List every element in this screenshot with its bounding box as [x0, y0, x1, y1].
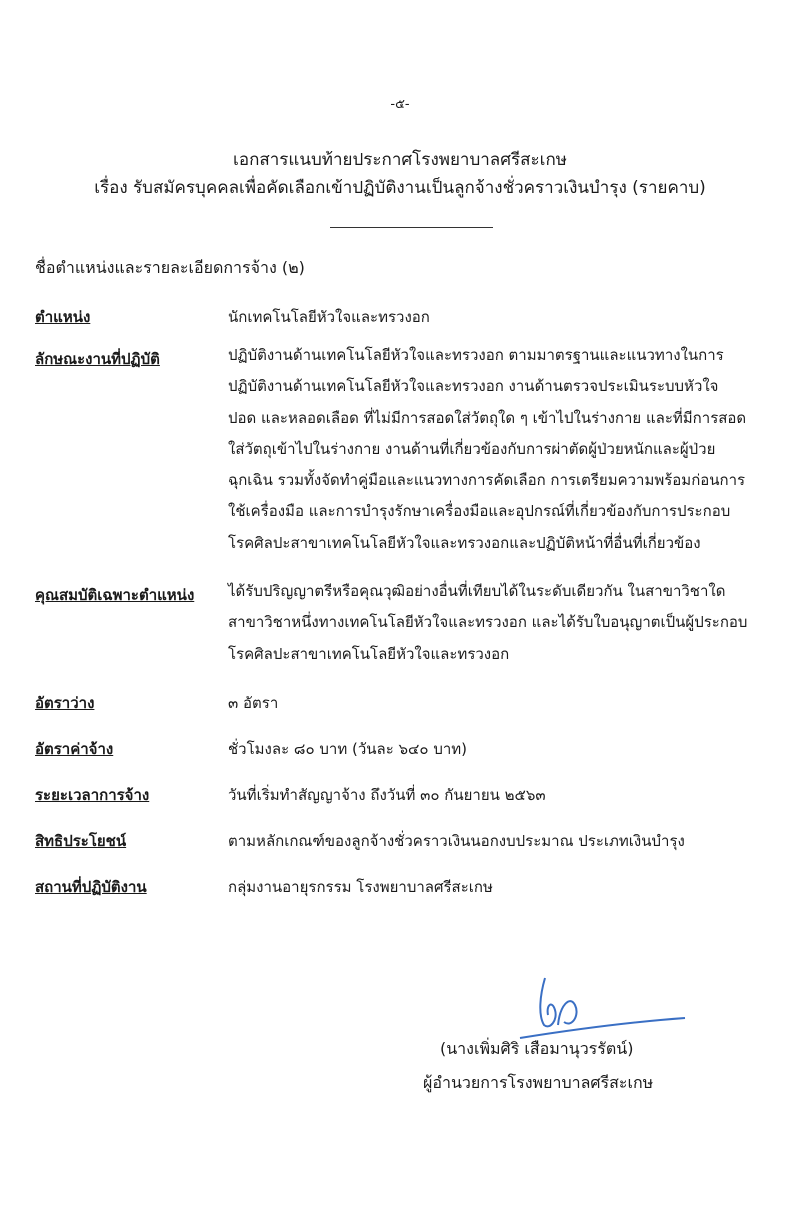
document-title: เอกสารแนบท้ายประกาศโรงพยาบาลศรีสะเกษ: [233, 150, 567, 170]
qualifications-line: โรคศิลปะสาขาเทคโนโลยีหัวใจและทรวงอก: [228, 644, 510, 663]
duties-label: ลักษณะงานที่ปฏิบัติ: [35, 350, 160, 368]
qualifications-text: [228, 576, 788, 670]
wage-label: อัตราค่าจ้าง: [35, 740, 114, 758]
qualifications-line: สาขาวิชาหนึ่งทางเทคโนโลยีหัวใจและทรวงอก และได้รับใบอนุญาตเป็นผู้ประกอบ: [228, 613, 748, 632]
wage-value: ชั่วโมงละ ๘๐ บาท (วันละ ๖๔๐ บาท): [228, 740, 468, 758]
section-heading: ชื่อตำแหน่งและรายละเอียดการจ้าง (๒): [35, 258, 305, 277]
duties-line: ใส่วัตถุเข้าไปในร่างกาย งานด้านที่เกี่ยวข้องกับการผ่าตัดผู้ป่วยหนักและผู้ป่วย: [228, 439, 716, 458]
document-subject: เรื่อง รับสมัครบุคคลเพื่อคัดเลือกเข้าปฏิบัติงานเป็นลูกจ้างชั่วคราวเงินบำรุง (รายคาบ): [94, 178, 706, 198]
period-label: ระยะเวลาการจ้าง: [35, 786, 150, 804]
position-value: นักเทคโนโลยีหัวใจและทรวงอก: [228, 308, 430, 326]
handwritten-signature: [500, 970, 690, 1040]
benefits-label: สิทธิประโยชน์: [35, 832, 127, 850]
vacancies-label: อัตราว่าง: [35, 694, 95, 712]
signatory-title: ผู้อำนวยการโรงพยาบาลศรีสะเกษ: [423, 1073, 654, 1092]
vacancies-value: ๓ อัตรา: [228, 694, 279, 712]
signatory-name: (นางเพิ่มศิริ เสือมานุวรรัตน์): [440, 1039, 634, 1058]
benefits-value: ตามหลักเกณฑ์ของลูกจ้างชั่วคราวเงินนอกงบประมาณ ประเภทเงินบำรุง: [228, 832, 685, 850]
duties-line: ฉุกเฉิน รวมทั้งจัดทำคู่มือและแนวทางการคัดเลือก การเตรียมความพร้อมก่อนการ: [228, 471, 746, 490]
duties-line: ปฏิบัติงานด้านเทคโนโลยีหัวใจและทรวงอก งานด้านตรวจประเมินระบบหัวใจ: [228, 377, 719, 396]
duties-line: ปอด และหลอดเลือด ที่ไม่มีการสอดใส่วัตถุใด ๆ เข้าไปในร่างกาย และที่มีการสอด: [228, 408, 747, 427]
title-divider: [330, 227, 493, 228]
duties-line: โรคศิลปะสาขาเทคโนโลยีหัวใจและทรวงอกและปฏิบัติหน้าที่อื่นที่เกี่ยวข้อง: [228, 533, 701, 552]
qualifications-label: คุณสมบัติเฉพาะตำแหน่ง: [35, 586, 195, 604]
duties-line: ปฏิบัติงานด้านเทคโนโลยีหัวใจและทรวงอก ตามมาตรฐานและแนวทางในการ: [228, 346, 724, 364]
duties-line: ใช้เครื่องมือ และการบำรุงรักษาเครื่องมือและอุปกรณ์ที่เกี่ยวข้องกับการประกอบ: [228, 502, 731, 521]
qualifications-line: ได้รับปริญญาตรีหรือคุณวุฒิอย่างอื่นที่เทียบได้ในระดับเดียวกัน ในสาขาวิชาใด: [228, 582, 726, 600]
period-value: วันที่เริ่มทำสัญญาจ้าง ถึงวันที่ ๓๐ กันยายน ๒๕๖๓: [228, 786, 546, 804]
position-label: ตำแหน่ง: [35, 308, 91, 326]
workplace-value: กลุ่มงานอายุรกรรม โรงพยาบาลศรีสะเกษ: [228, 878, 493, 896]
duties-text: [228, 340, 788, 559]
workplace-label: สถานที่ปฏิบัติงาน: [35, 878, 147, 896]
page-number: -๕-: [390, 97, 410, 112]
